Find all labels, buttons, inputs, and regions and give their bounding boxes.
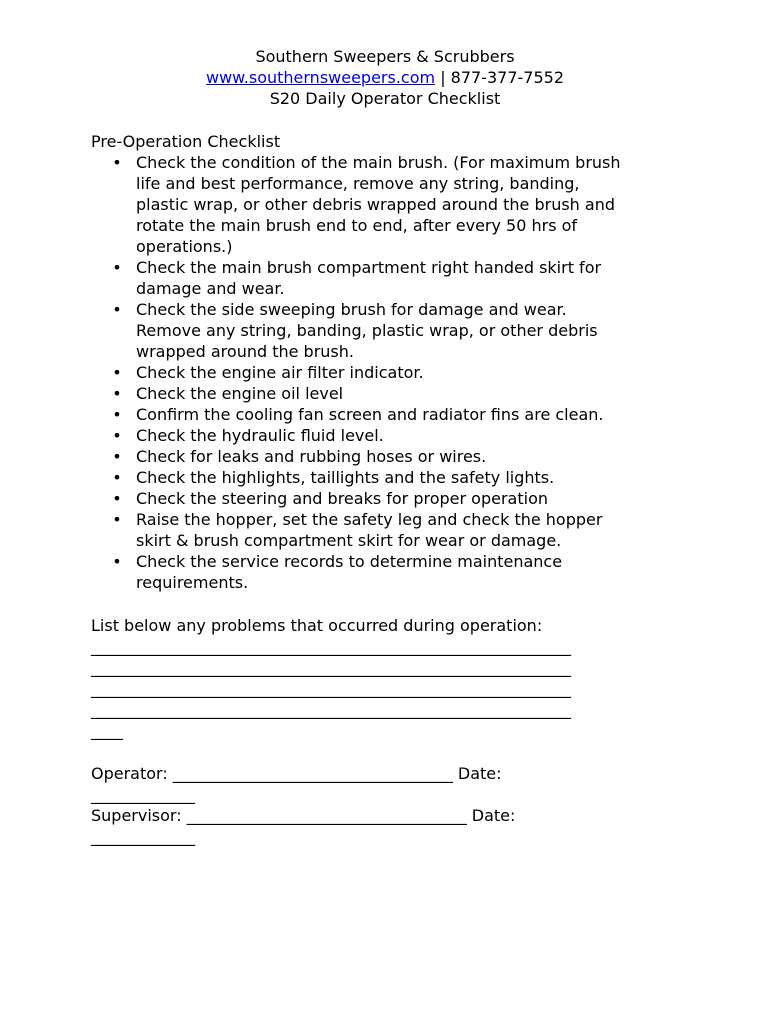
checklist-item-text: Check the main brush compartment right handed skirt for (136, 258, 602, 277)
checklist-item-text: Check the engine oil level (136, 384, 344, 403)
bullet-icon: • (112, 552, 122, 571)
bullet-icon: • (112, 363, 122, 382)
supervisor-date-line[interactable]: _____________ (91, 827, 195, 846)
bullet-icon: • (112, 510, 122, 529)
checklist-item-text: Check the highlights, taillights and the safety lights. (136, 468, 555, 487)
checklist-item-text: Check the service records to determine maintenance (136, 552, 563, 571)
checklist-item-text: operations.) (136, 237, 233, 256)
problems-prompt: List below any problems that occurred during operation: (91, 616, 543, 635)
pre-operation-section (91, 131, 691, 593)
document-header (0, 46, 770, 109)
contact-line (0, 67, 770, 88)
problem-line[interactable]: ____________________________________________________________ (91, 637, 571, 656)
bullet-icon: • (112, 468, 122, 487)
checklist-item (112, 425, 691, 446)
checklist-item-text: Remove any string, banding, plastic wrap, or other debris (136, 321, 598, 340)
bullet-icon: • (112, 447, 122, 466)
checklist-item (112, 404, 691, 425)
supervisor-signature-line[interactable]: Supervisor: ___________________________________ Date: (91, 806, 516, 825)
bullet-icon: • (112, 153, 122, 172)
bullet-icon: • (112, 489, 122, 508)
checklist-item-text: Confirm the cooling fan screen and radiator fins are clean. (136, 405, 604, 424)
checklist (91, 152, 691, 593)
checklist-item-text: Check the steering and breaks for proper operation (136, 489, 548, 508)
checklist-item-text: Check for leaks and rubbing hoses or wires. (136, 447, 487, 466)
checklist-item (112, 488, 691, 509)
checklist-item-text: life and best performance, remove any string, banding, (136, 174, 580, 193)
problem-line[interactable]: ____________________________________________________________ (91, 658, 571, 677)
company-name: Southern Sweepers & Scrubbers (255, 47, 515, 66)
bullet-icon: • (112, 384, 122, 403)
phone-number: | 877-377-7552 (435, 68, 565, 87)
checklist-item-text: Check the engine air filter indicator. (136, 363, 424, 382)
problem-line[interactable]: ____ (91, 721, 123, 740)
website-link[interactable]: www.southernsweepers.com (205, 68, 436, 87)
problem-line[interactable]: ____________________________________________________________ (91, 700, 571, 719)
checklist-item-text: damage and wear. (136, 279, 285, 298)
checklist-item (112, 383, 691, 404)
section-title: Pre-Operation Checklist (91, 132, 281, 151)
problem-line[interactable]: ____________________________________________________________ (91, 679, 571, 698)
checklist-item (112, 152, 691, 257)
operator-date-line[interactable]: _____________ (91, 785, 195, 804)
problems-section (91, 615, 691, 741)
checklist-item-text: requirements. (136, 573, 249, 592)
bullet-icon: • (112, 258, 122, 277)
checklist-item (112, 299, 691, 362)
checklist-item-text: skirt & brush compartment skirt for wear or damage. (136, 531, 562, 550)
checklist-item-text: Raise the hopper, set the safety leg and check the hopper (136, 510, 603, 529)
document-title: S20 Daily Operator Checklist (269, 89, 501, 108)
checklist-item (112, 509, 691, 551)
checklist-item-text: plastic wrap, or other debris wrapped around the brush and (136, 195, 615, 214)
bullet-icon: • (112, 426, 122, 445)
checklist-item (112, 446, 691, 467)
checklist-item (112, 362, 691, 383)
signoff-section (91, 763, 691, 847)
checklist-item-text: rotate the main brush end to end, after every 50 hrs of (136, 216, 578, 235)
checklist-item (112, 467, 691, 488)
checklist-item (112, 257, 691, 299)
operator-signature-line[interactable]: Operator: ___________________________________ Date: (91, 764, 502, 783)
bullet-icon: • (112, 300, 122, 319)
checklist-item (112, 551, 691, 593)
checklist-item-text: wrapped around the brush. (136, 342, 354, 361)
checklist-item-text: Check the side sweeping brush for damage and wear. (136, 300, 567, 319)
checklist-item-text: Check the condition of the main brush. (For maximum brush (136, 153, 621, 172)
bullet-icon: • (112, 405, 122, 424)
checklist-item-text: Check the hydraulic fluid level. (136, 426, 384, 445)
